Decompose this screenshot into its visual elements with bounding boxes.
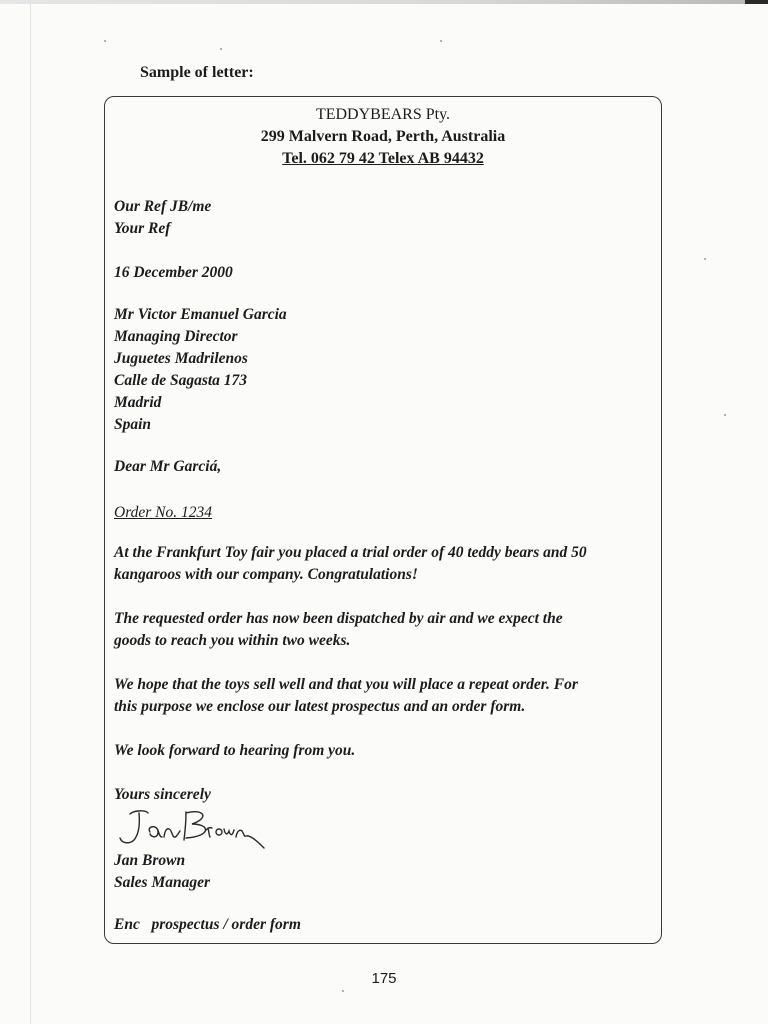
scan-speck [342,990,344,992]
paragraph-line: goods to reach you within two weeks. [114,632,351,649]
recipient-line: Mr Victor Emanuel Garcia [114,306,287,323]
letterhead-company: TEDDYBEARS Pty. [315,106,451,123]
handwritten-signature [112,804,282,854]
letter-date [114,262,656,284]
enclosure-text: Enc prospectus / order form [114,916,301,933]
scan-edge-left [30,0,31,1024]
our-ref: Our Ref JB/me [114,198,212,215]
signer-name: Jan Brown [114,852,186,869]
reference-block [114,196,656,240]
letterhead-contact: Tel. 062 79 42 Telex AB 94432 [282,150,484,167]
scan-speck [104,40,106,42]
paragraph-line: this purpose we enclose our latest prospectus and an order form. [114,698,526,715]
paragraph-line: At the Frankfurt Toy fair you placed a trial order of 40 teddy bears and 50 [114,544,587,561]
paragraph-line: We look forward to hearing from you. [114,742,356,759]
page-number: 175 [371,970,397,987]
paragraph-1 [114,542,656,586]
signer-title: Sales Manager [114,874,211,891]
paragraph-2 [114,608,656,652]
recipient-line: Calle de Sagasta 173 [114,372,248,389]
letterhead-address: 299 Malvern Road, Perth, Australia [260,128,506,145]
recipient-line: Juguetes Madrilenos [114,350,248,367]
paragraph-line: kangaroos with our company. Congratulations! [114,566,418,583]
closing [114,784,656,806]
your-ref: Your Ref [114,220,171,237]
salutation [114,456,656,478]
date-text: 16 December 2000 [114,264,233,281]
recipient-line: Madrid [114,394,162,411]
paragraph-4 [114,740,656,762]
paragraph-3 [114,674,656,718]
sample-heading: Sample of letter: [140,64,254,81]
scan-speck [724,414,726,416]
recipient-line: Spain [114,416,152,433]
closing-text: Yours sincerely [114,786,211,803]
scan-edge-top [0,0,768,4]
signer-block [114,850,656,894]
enclosure [114,914,656,936]
salutation-text: Dear Mr Garciá, [114,458,222,475]
scan-speck [440,40,442,42]
order-reference [114,502,656,524]
paragraph-line: We hope that the toys sell well and that you will place a repeat order. For [114,676,578,693]
recipient-address [114,304,656,436]
paragraph-line: The requested order has now been dispatched by air and we expect the [114,610,563,627]
recipient-line: Managing Director [114,328,238,345]
scan-speck [704,258,706,260]
order-number: Order No. 1234 [114,504,213,521]
scan-speck [220,48,222,50]
